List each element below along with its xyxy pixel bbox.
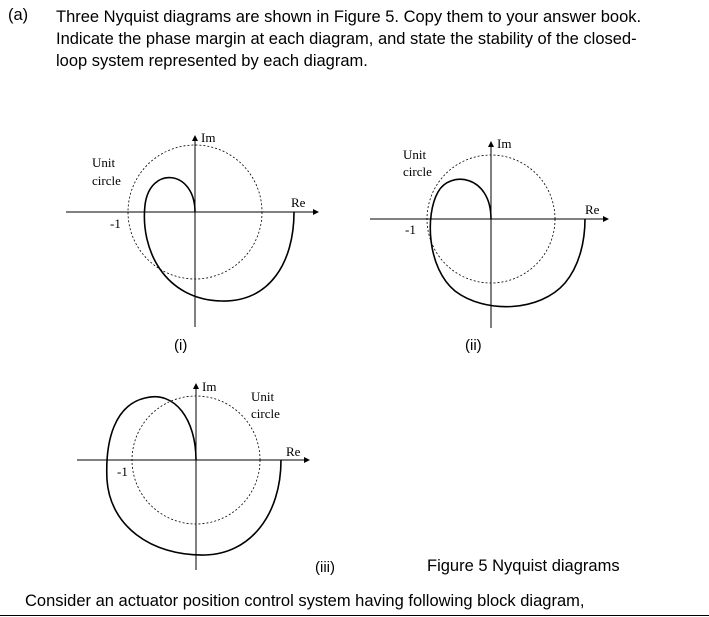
- sublabel-iii: (iii): [315, 559, 335, 576]
- re-label: Re: [286, 444, 301, 459]
- circle-label: circle: [251, 406, 280, 421]
- re-label: Re: [291, 195, 306, 210]
- question-text: Three Nyquist diagrams are shown in Figure 5. Copy them to your answer book. Indicate the phase margin at each diagram, and state the stability of the closed- loop system represented by each diagram.: [56, 8, 642, 70]
- im-label: Im: [497, 136, 512, 151]
- minus-one-label: -1: [110, 216, 121, 231]
- circle-label: circle: [403, 164, 432, 179]
- minus-one-label: -1: [117, 464, 128, 479]
- unit-label: Unit: [92, 155, 116, 170]
- sublabel-i: (i): [174, 337, 188, 354]
- nyquist-diagram-ii: [370, 136, 608, 328]
- nyquist-curve: [430, 179, 585, 306]
- unit-label: Unit: [251, 389, 275, 404]
- re-label: Re: [585, 202, 600, 217]
- nyquist-diagram-i: [66, 130, 318, 327]
- nyquist-curve: [144, 178, 294, 301]
- im-label: Im: [201, 130, 216, 145]
- figure-caption: Figure 5 Nyquist diagrams: [427, 557, 620, 575]
- nyquist-diagram-iii: [77, 379, 309, 570]
- im-label: Im: [202, 379, 217, 394]
- minus-one-label: -1: [405, 222, 416, 237]
- sublabel-ii: (ii): [465, 337, 482, 354]
- body-text: Consider an actuator position control system having following block diagram,: [25, 592, 585, 610]
- divider: [0, 615, 709, 616]
- question-label: (a): [8, 6, 29, 24]
- circle-label: circle: [92, 173, 121, 188]
- unit-label: Unit: [403, 147, 427, 162]
